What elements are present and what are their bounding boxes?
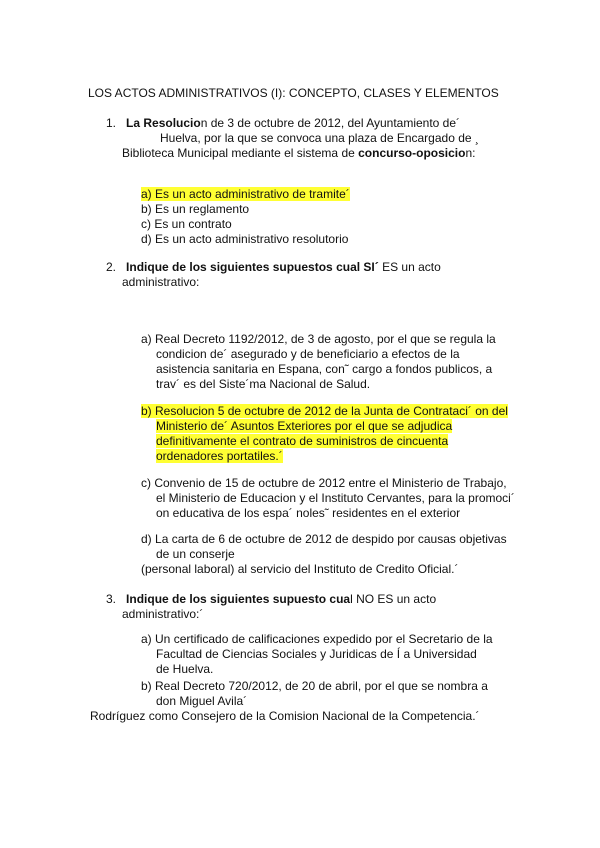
option-text: Real Decreto 720/2012, de 20 de abril, por el que se nombra a [155, 679, 488, 693]
question-3-bold-a: Indique de los siguientes supuesto cua [126, 592, 351, 606]
question-1-option-d [141, 232, 348, 247]
question-1-bold-b: concurso-oposicio [358, 146, 466, 160]
page-title: LOS ACTOS ADMINISTRATIVOS (I): CONCEPTO, CLASES Y ELEMENTOS [88, 86, 499, 100]
question-3-number: 3. [106, 592, 117, 606]
option-text: Un certificado de calificaciones expedido por el Secretario de la [155, 632, 493, 646]
question-2-option-d-line-1 [141, 532, 507, 547]
question-2-number: 2. [106, 260, 117, 274]
question-2-option-c-line-3: on educativa de los espa´ noles˜ residentes en el exterior [156, 506, 461, 520]
option-text: La carta de 6 de octubre de 2012 de despido por causas objetivas [155, 532, 507, 546]
option-letter: b) [141, 679, 152, 693]
question-2-line-1 [106, 260, 441, 275]
option-letter: d) [141, 232, 152, 246]
question-1-line-3 [122, 146, 475, 161]
question-1-text-b: Biblioteca Municipal mediante el sistema de [122, 146, 359, 160]
question-2-option-b-line-1 [141, 404, 508, 419]
question-1-number: 1. [106, 116, 117, 130]
question-2-option-d-line-2: de un conserje [156, 547, 235, 561]
question-2-option-d-line-3: (personal laboral) al servicio del Instituto de Credito Oficial.´ [141, 562, 459, 576]
option-text: Ministerio de´ Asuntos Exteriores por el que se adjudica [156, 419, 453, 433]
option-text: Convenio de 15 de octubre de 2012 entre el Ministerio de Trabajo, [154, 476, 507, 490]
option-text: ordenadores portatiles.´ [156, 449, 283, 463]
option-text: Es un reglamento [155, 202, 250, 216]
option-letter: b) [141, 404, 152, 418]
option-text: Es un acto administrativo de tramite´ [155, 187, 350, 201]
option-letter: a) [141, 187, 152, 201]
question-3-line-1 [106, 592, 436, 607]
question-1-option-b [141, 202, 249, 217]
option-text: definitivamente el contrato de suministros de cincuenta [156, 434, 449, 448]
question-2-text-a: ES un acto [378, 260, 441, 274]
question-3-option-b-line-2: don Miguel Avila´ [156, 694, 248, 708]
question-2-option-b-line-4 [156, 449, 283, 464]
question-3-option-a-line-2: Facultad de Ciencias Sociales y Juridicas de Í a Universidad [156, 647, 477, 661]
question-2-line-2: administrativo: [122, 275, 200, 289]
question-3-option-a-line-3: de Huelva. [156, 662, 214, 676]
option-letter: a) [141, 332, 152, 346]
option-letter: c) [141, 476, 151, 490]
question-2-option-c-line-2: el Ministerio de Educacion y el Instituto Cervantes, para la promoci´ [156, 491, 515, 505]
question-3-option-a-line-1 [141, 632, 493, 647]
question-2-option-b-line-2 [156, 419, 452, 434]
question-2-option-b-line-3 [156, 434, 448, 449]
question-1-text-c: n: [465, 146, 476, 160]
option-letter: c) [141, 217, 151, 231]
question-1-line-2: Huelva, por la que se convoca una plaza de Encargado de ¸ [160, 131, 479, 145]
question-3-option-b-line-1 [141, 679, 488, 694]
question-1-text-a: n de 3 de octubre de 2012, del Ayuntamiento de´ [200, 116, 461, 130]
option-letter: d) [141, 532, 152, 546]
option-letter: b) [141, 202, 152, 216]
option-text: Resolucion 5 de octubre de 2012 de la Junta de Contrataci´ on del [155, 404, 508, 418]
question-3-option-b-line-3: Rodríguez como Consejero de la Comision Nacional de la Competencia.´ [90, 709, 480, 723]
option-text: Real Decreto 1192/2012, de 3 de agosto, por el que se regula la [155, 332, 496, 346]
question-1-line-1 [106, 116, 460, 131]
question-2-bold-a: Indique de los siguientes supuestos cual SI´ [126, 260, 379, 274]
question-2-option-a-line-1 [141, 332, 496, 347]
option-letter: a) [141, 632, 152, 646]
question-1-bold-a: La Resolucio [126, 116, 201, 130]
question-2-option-a-line-3: asistencia sanitaria en Espana, con˜ cargo a fondos publicos, a [156, 362, 493, 376]
question-3-line-2: administrativo:´ [122, 607, 204, 621]
question-2-option-a-line-4: trav´ es del Siste´ma Nacional de Salud. [156, 377, 371, 391]
question-3-text-a: l NO ES un acto [350, 592, 437, 606]
option-text: Es un acto administrativo resolutorio [155, 232, 349, 246]
option-text: Es un contrato [154, 217, 232, 231]
question-2-option-c-line-1 [141, 476, 507, 491]
question-1-option-a [141, 187, 350, 202]
question-1-option-c [141, 217, 232, 232]
question-2-option-a-line-2: condicion de´ asegurado y de beneficiario a efectos de la [156, 347, 460, 361]
